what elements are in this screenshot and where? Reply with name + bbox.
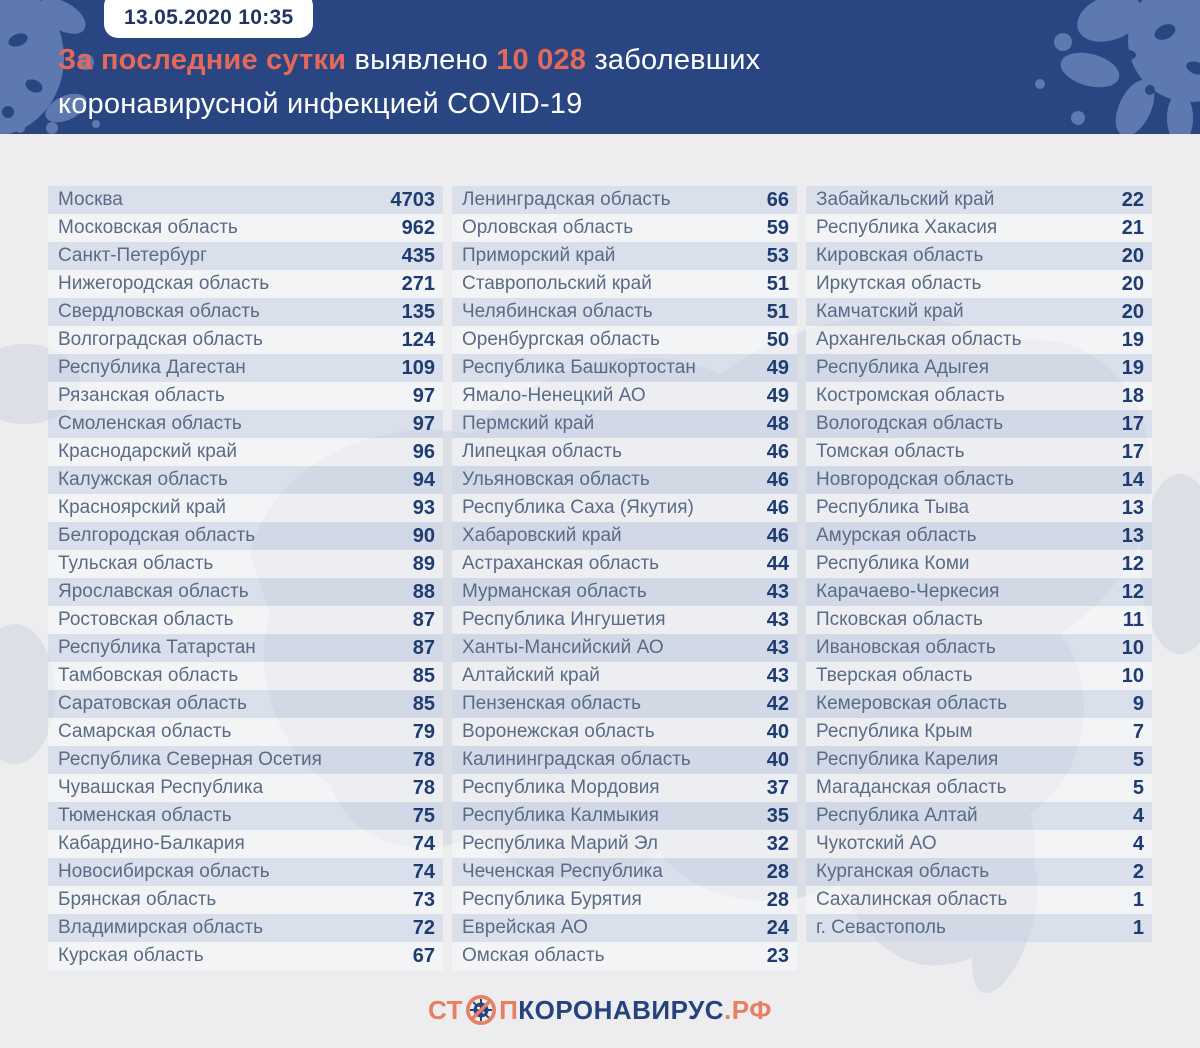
table-row [48,270,443,298]
logo-text-st: СТ [428,994,464,1025]
region-cases: 43 [766,664,789,687]
table-row [48,718,443,746]
region-name: Ленинградская область [462,189,671,210]
region-name: Рязанская область [58,385,225,406]
table-row [806,802,1152,830]
table-row [48,326,443,354]
table-row [452,522,797,550]
region-name: Калининградская область [462,749,691,770]
region-cases: 96 [412,440,435,463]
table-row [452,298,797,326]
table-row [806,578,1152,606]
table-row [452,746,797,774]
region-name: Еврейская АО [462,917,588,938]
region-name: Республика Саха (Якутия) [462,497,694,518]
table-row [48,606,443,634]
region-cases: 51 [766,300,789,323]
table-row [48,802,443,830]
region-name: Пензенская область [462,693,641,714]
region-cases: 78 [412,748,435,771]
region-name: Республика Алтай [816,805,978,826]
region-name: Волгоградская область [58,329,263,350]
region-cases: 74 [412,832,435,855]
region-cases: 2 [1132,860,1144,883]
title-cases-number: 10 028 [496,44,587,76]
region-cases: 10 [1121,664,1144,687]
region-name: Курганская область [816,861,990,882]
region-name: Оренбургская область [462,329,660,350]
page-title [58,38,760,126]
region-cases: 85 [412,692,435,715]
table-row [806,214,1152,242]
region-cases: 14 [1121,468,1144,491]
region-name: Новосибирская область [58,861,270,882]
table-row [452,858,797,886]
table-row [806,410,1152,438]
table-row [452,270,797,298]
region-name: Вологодская область [816,413,1004,434]
table-row [48,522,443,550]
table-row [48,242,443,270]
region-cases: 28 [766,860,789,883]
region-cases: 35 [766,804,789,827]
table-row [48,494,443,522]
region-cases: 12 [1121,552,1144,575]
region-name: Ростовская область [58,609,234,630]
region-name: Республика Татарстан [58,637,256,658]
region-cases: 75 [412,804,435,827]
table-row [806,606,1152,634]
region-name: Тульская область [58,553,214,574]
region-cases: 87 [412,636,435,659]
region-cases: 66 [766,188,789,211]
region-name: Московская область [58,217,238,238]
table-row [452,886,797,914]
regions-column-3 [806,186,1152,970]
title-highlight: За последние сутки [58,44,347,76]
region-name: Республика Бурятия [462,889,642,910]
region-name: Тверская область [816,665,973,686]
region-name: Липецкая область [462,441,623,462]
table-row [48,354,443,382]
region-name: Республика Тыва [816,497,970,518]
region-cases: 21 [1121,216,1144,239]
region-name: Республика Карелия [816,749,999,770]
region-cases: 50 [766,328,789,351]
region-cases: 1 [1132,916,1144,939]
region-cases: 20 [1121,244,1144,267]
region-cases: 49 [766,384,789,407]
region-cases: 4703 [390,188,435,211]
region-cases: 13 [1121,496,1144,519]
region-name: Челябинская область [462,301,653,322]
region-cases: 4 [1132,832,1144,855]
region-name: Камчатский край [816,301,964,322]
region-cases: 51 [766,272,789,295]
region-cases: 12 [1121,580,1144,603]
table-row [48,382,443,410]
region-name: Республика Дагестан [58,357,246,378]
header [0,0,1200,134]
region-cases: 78 [412,776,435,799]
region-name: Самарская область [58,721,232,742]
region-cases: 79 [412,720,435,743]
region-name: Смоленская область [58,413,242,434]
region-cases: 271 [401,272,435,295]
table-row [48,886,443,914]
region-name: Карачаево-Черкесия [816,581,1000,602]
table-row [452,494,797,522]
table-row [452,214,797,242]
table-row [48,298,443,326]
table-row [806,326,1152,354]
region-cases: 7 [1132,720,1144,743]
table-row [48,662,443,690]
region-name: Красноярский край [58,497,226,518]
region-name: Республика Ингушетия [462,609,666,630]
region-name: Псковская область [816,609,983,630]
region-name: Орловская область [462,217,634,238]
region-cases: 5 [1132,776,1144,799]
region-cases: 135 [401,300,435,323]
region-cases: 13 [1121,524,1144,547]
table-row [806,830,1152,858]
region-name: Томская область [816,441,965,462]
table-row [452,550,797,578]
region-name: Ивановская область [816,637,996,658]
table-row [806,914,1152,942]
region-cases: 67 [412,944,435,967]
region-cases: 53 [766,244,789,267]
region-cases: 4 [1132,804,1144,827]
region-name: Хабаровский край [462,525,622,546]
table-row [806,522,1152,550]
logo-text-rf: .РФ [724,994,772,1025]
table-row [48,858,443,886]
table-row [452,718,797,746]
region-name: Новгородская область [816,469,1014,490]
region-name: Амурская область [816,525,977,546]
region-cases: 59 [766,216,789,239]
region-cases: 46 [766,440,789,463]
region-cases: 18 [1121,384,1144,407]
region-name: Москва [58,189,123,210]
region-cases: 48 [766,412,789,435]
region-name: Забайкальский край [816,189,995,210]
region-name: Омская область [462,945,605,966]
region-cases: 37 [766,776,789,799]
region-name: Алтайский край [462,665,600,686]
region-name: Саратовская область [58,693,247,714]
region-cases: 22 [1121,188,1144,211]
region-name: Республика Башкортостан [462,357,696,378]
table-row [452,914,797,942]
region-cases: 73 [412,888,435,911]
region-cases: 435 [401,244,435,267]
region-cases: 72 [412,916,435,939]
region-name: Ямало-Ненецкий АО [462,385,646,406]
table-row [452,802,797,830]
region-name: Кировская область [816,245,984,266]
table-row [452,690,797,718]
region-cases: 94 [412,468,435,491]
table-row [48,746,443,774]
table-row [452,578,797,606]
logo-text-p: П [499,994,519,1025]
region-cases: 40 [766,748,789,771]
region-name: Магаданская область [816,777,1007,798]
region-cases: 87 [412,608,435,631]
table-row [806,858,1152,886]
region-name: Чукотский АО [816,833,937,854]
date-badge [104,0,313,38]
region-name: Брянская область [58,889,217,910]
region-name: Кабардино-Балкария [58,833,245,854]
regions-column-1 [48,186,443,970]
region-name: Пермский край [462,413,595,434]
table-row [48,410,443,438]
region-cases: 28 [766,888,789,911]
date-badge-text: 13.05.2020 10:35 [124,6,294,29]
table-row [806,550,1152,578]
table-row [48,914,443,942]
table-row [452,186,797,214]
region-name: Астраханская область [462,553,660,574]
region-cases: 20 [1121,300,1144,323]
table-row [48,214,443,242]
table-row [452,634,797,662]
region-cases: 962 [401,216,435,239]
table-row [452,438,797,466]
table-row [806,690,1152,718]
table-row [806,298,1152,326]
region-cases: 17 [1121,412,1144,435]
table-row [48,550,443,578]
region-name: Владимирская область [58,917,263,938]
region-name: Тюменская область [58,805,232,826]
table-row [48,466,443,494]
table-row [806,774,1152,802]
region-cases: 89 [412,552,435,575]
region-cases: 93 [412,496,435,519]
region-cases: 46 [766,524,789,547]
region-name: Республика Адыгея [816,357,989,378]
region-cases: 19 [1121,356,1144,379]
region-cases: 23 [766,944,789,967]
table-row [806,746,1152,774]
region-cases: 74 [412,860,435,883]
region-cases: 32 [766,832,789,855]
table-row [806,270,1152,298]
title-line-2: коронавирусной инфекцией COVID-19 [58,88,583,120]
region-cases: 109 [401,356,435,379]
table-row [806,494,1152,522]
region-name: Иркутская область [816,273,982,294]
region-cases: 46 [766,496,789,519]
region-cases: 19 [1121,328,1144,351]
region-name: Краснодарский край [58,441,237,462]
logo-text-koronavirus: КОРОНАВИРУС [518,994,725,1025]
region-cases: 24 [766,916,789,939]
table-row [452,774,797,802]
table-row [48,942,443,970]
region-name: Воронежская область [462,721,655,742]
table-row [452,354,797,382]
table-row [452,942,797,970]
region-name: Ярославская область [58,581,249,602]
region-name: Свердловская область [58,301,260,322]
region-cases: 17 [1121,440,1144,463]
region-cases: 9 [1132,692,1144,715]
table-row [452,382,797,410]
table-row [806,186,1152,214]
table-row [806,886,1152,914]
region-cases: 90 [412,524,435,547]
table-row [48,774,443,802]
region-name: Архангельская область [816,329,1022,350]
region-name: Чеченская Республика [462,861,663,882]
region-name: Калужская область [58,469,228,490]
region-cases: 97 [412,412,435,435]
table-row [806,242,1152,270]
region-cases: 1 [1132,888,1144,911]
region-cases: 49 [766,356,789,379]
region-cases: 43 [766,608,789,631]
region-cases: 124 [401,328,435,351]
region-name: Курская область [58,945,204,966]
region-cases: 44 [766,552,789,575]
region-cases: 43 [766,580,789,603]
region-name: Ульяновская область [462,469,650,490]
region-name: Белгородская область [58,525,256,546]
region-cases: 42 [766,692,789,715]
table-row [452,410,797,438]
table-row [806,718,1152,746]
region-cases: 5 [1132,748,1144,771]
region-name: Республика Крым [816,721,973,742]
region-cases: 85 [412,664,435,687]
no-virus-icon [465,994,497,1026]
region-name: Республика Хакасия [816,217,998,238]
title-text-1: выявлено [346,44,497,76]
regions-column-2 [452,186,797,970]
region-name: Нижегородская область [58,273,270,294]
table-row [806,466,1152,494]
region-name: г. Севастополь [816,917,946,938]
region-name: Приморский край [462,245,616,266]
table-row [806,354,1152,382]
region-name: Тамбовская область [58,665,239,686]
table-row [452,606,797,634]
regions-table [48,186,1152,970]
region-cases: 88 [412,580,435,603]
region-name: Республика Северная Осетия [58,749,322,770]
region-cases: 11 [1122,608,1144,631]
table-row [48,438,443,466]
region-cases: 46 [766,468,789,491]
region-name: Республика Марий Эл [462,833,659,854]
table-row [806,634,1152,662]
title-line-1 [58,38,760,82]
title-text-2: заболевших [586,44,761,76]
table-row [48,690,443,718]
table-row [452,466,797,494]
region-cases: 97 [412,384,435,407]
region-name: Чувашская Республика [58,777,264,798]
table-row [48,186,443,214]
table-row [48,830,443,858]
region-name: Республика Мордовия [462,777,660,798]
table-row [806,438,1152,466]
stopcoronavirus-logo [0,994,1200,1026]
region-cases: 40 [766,720,789,743]
table-row [48,634,443,662]
table-row [452,242,797,270]
table-row [806,662,1152,690]
table-row [452,662,797,690]
table-row [452,326,797,354]
region-cases: 43 [766,636,789,659]
region-name: Республика Коми [816,553,970,574]
table-row [452,830,797,858]
region-name: Мурманская область [462,581,647,602]
region-name: Сахалинская область [816,889,1008,910]
region-name: Республика Калмыкия [462,805,659,826]
table-row [806,382,1152,410]
region-name: Кемеровская область [816,693,1007,714]
region-name: Ханты-Мансийский АО [462,637,664,658]
region-name: Санкт-Петербург [58,245,208,266]
region-cases: 20 [1121,272,1144,295]
region-name: Ставропольский край [462,273,652,294]
region-name: Костромская область [816,385,1005,406]
region-cases: 10 [1121,636,1144,659]
table-row [48,578,443,606]
